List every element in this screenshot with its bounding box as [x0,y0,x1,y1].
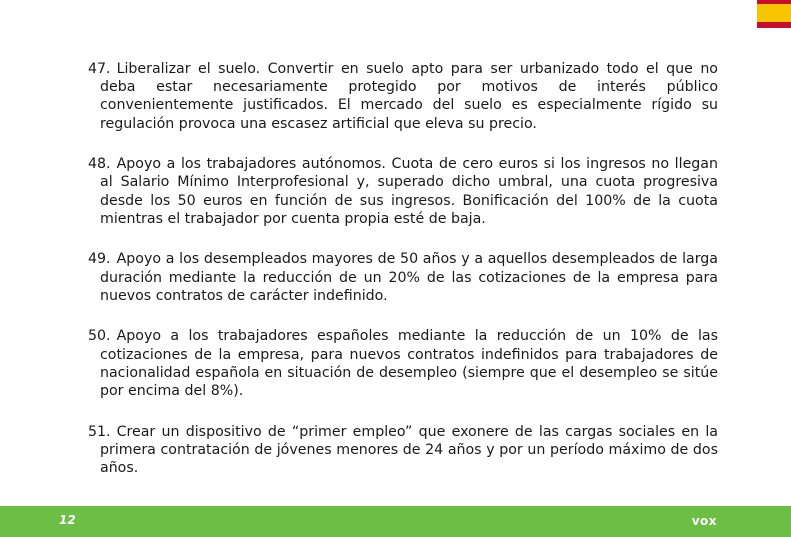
item-number: 47. [88,61,111,77]
item-text: Apoyo a los trabajadores autónomos. Cuota de cero euros si los ingresos no llegan al Salario Mínimo Interprofesional y, superado dicho umbral, una cuota progresiva desde los 50 euros en función de sus ingresos. Bonificación del 100% de la cuota mientras el trabajador por cuenta propia esté de baja. [100,156,718,227]
spain-flag-icon [757,0,791,28]
measure-item-51 [88,423,718,478]
page-number: 12 [59,513,76,527]
flag-stripe-bottom [757,22,791,28]
measure-item-47 [88,60,718,133]
item-number: 51. [88,423,111,440]
measure-item-48 [88,155,718,228]
item-number: 49. [88,251,111,268]
footer-bar [0,506,791,537]
measure-item-50 [88,327,718,400]
item-text: Liberalizar el suelo. Convertir en suelo apto para ser urbanizado todo el que no deba estar necesariamente protegido por motivos de interés público convenientemente justificados. El mercado del suelo es especialmente rígido su regulación provoca una escasez artificial que eleva su precio. [100,61,718,132]
item-number: 50. [88,328,111,345]
item-text: Apoyo a los trabajadores españoles mediante la reducción de un 10% de las cotizaciones de la empresa, para nuevos contratos indefinidos para trabajadores de nacionalidad española en situación de desempleo (siempre que el desempleo se sitúe por encima del 8%). [100,328,718,400]
item-text: Apoyo a los desempleados mayores de 50 años y a aquellos desempleados de larga duración mediante la reducción de un 20% de las cotizaciones de la empresa para nuevos contratos de carácter indefinido. [100,251,718,304]
flag-stripe-middle [757,4,791,22]
measure-item-49 [88,250,718,305]
measures-list [88,60,718,500]
item-text: Crear un dispositivo de “primer empleo” que exonere de las cargas sociales en la primera contratación de jóvenes menores de 24 años y por un período máximo de dos años. [100,423,718,477]
vox-logo: vox [691,514,717,528]
item-number: 48. [88,156,111,173]
